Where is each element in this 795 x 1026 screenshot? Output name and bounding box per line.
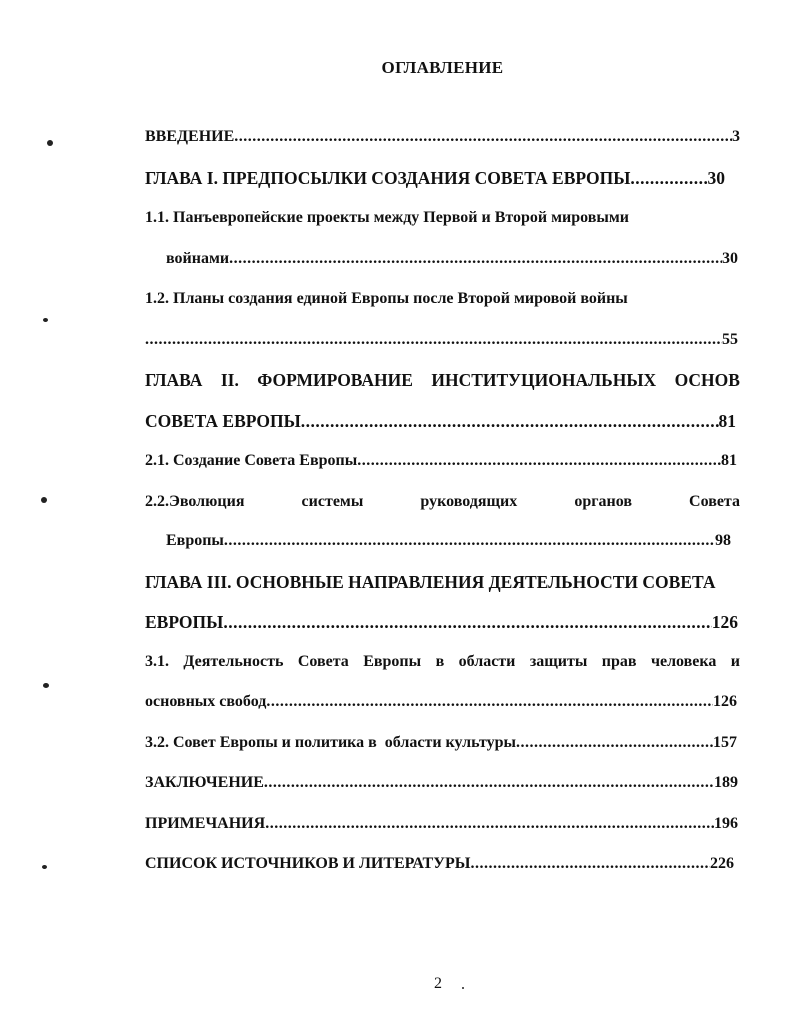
toc-entry-title: Европы bbox=[166, 532, 224, 549]
toc-word: Европы bbox=[363, 653, 422, 670]
toc-entry-title: 3.2. Совет Европы и политика в области культуры bbox=[145, 734, 517, 751]
toc-entry-chapter-3 bbox=[145, 572, 740, 593]
toc-entry-title: СПИСОК ИСТОЧНИКОВ И ЛИТЕРАТУРЫ bbox=[145, 855, 471, 872]
toc-page-number: 157 bbox=[713, 734, 737, 751]
toc-entry-section-1-1-cont bbox=[166, 250, 738, 268]
toc-entry-title: ПРИМЕЧАНИЯ bbox=[145, 815, 266, 832]
dot-leader bbox=[224, 532, 715, 550]
toc-entry-title: ГЛАВА I. ПРЕДПОСЫЛКИ СОЗДАНИЯ СОВЕТА ЕВРОПЫ bbox=[145, 168, 631, 188]
scan-speck bbox=[42, 865, 47, 869]
dot-leader bbox=[301, 411, 719, 432]
dot-leader bbox=[470, 855, 710, 873]
page-title: ОГЛАВЛЕНИЕ bbox=[381, 58, 504, 77]
toc-word: руководящих bbox=[420, 493, 518, 510]
toc-entry-section-1-1 bbox=[145, 209, 740, 227]
toc-entry-title: ВВЕДЕНИЕ bbox=[145, 128, 235, 145]
toc-entry-section-3-1 bbox=[145, 653, 740, 671]
scan-speck bbox=[462, 987, 464, 989]
toc-page-number: 98 bbox=[715, 532, 731, 549]
toc-word: ИНСТИТУЦИОНАЛЬНЫХ bbox=[431, 370, 657, 390]
dot-leader bbox=[264, 774, 714, 792]
toc-entry-chapter-3-cont bbox=[145, 612, 738, 633]
toc-word: и bbox=[730, 653, 740, 670]
toc-entry-section-2-1 bbox=[145, 452, 737, 470]
toc-entry-section-3-2 bbox=[145, 734, 737, 752]
scan-speck bbox=[43, 683, 49, 688]
toc-page-number: 3 bbox=[732, 128, 740, 145]
toc-word: прав bbox=[601, 653, 637, 670]
toc-word: Деятельность bbox=[183, 653, 284, 670]
toc-page-number: 226 bbox=[710, 855, 734, 872]
toc-entry-title: войнами bbox=[166, 250, 230, 267]
dot-leader bbox=[266, 693, 713, 711]
toc-page-number: 126 bbox=[711, 612, 738, 632]
dot-leader bbox=[357, 452, 721, 470]
toc-page-number: 30 bbox=[707, 168, 725, 188]
toc-entry-chapter-2-cont bbox=[145, 411, 736, 432]
dot-leader bbox=[265, 815, 714, 833]
dot-leader bbox=[145, 331, 722, 349]
toc-entry-section-1-2 bbox=[145, 290, 740, 308]
toc-entry-conclusion bbox=[145, 774, 738, 792]
toc-word: Совета bbox=[689, 493, 740, 510]
toc-entry-chapter-1 bbox=[145, 168, 725, 189]
toc-entry-title: 2.1. Создание Совета Европы bbox=[145, 452, 358, 469]
dot-leader bbox=[516, 734, 713, 752]
toc-entry-notes bbox=[145, 815, 738, 833]
toc-word: в bbox=[435, 653, 445, 670]
toc-entry-chapter-2 bbox=[145, 370, 740, 391]
toc-word: 2.2.Эволюция bbox=[145, 493, 245, 510]
dot-leader bbox=[630, 168, 707, 189]
scan-speck bbox=[47, 140, 53, 146]
toc-entry-section-2-2-cont bbox=[166, 532, 731, 550]
dot-leader bbox=[229, 250, 722, 268]
toc-word: ФОРМИРОВАНИЕ bbox=[257, 370, 413, 390]
toc-page-number: 81 bbox=[721, 452, 737, 469]
scan-speck bbox=[41, 497, 47, 503]
toc-word: ГЛАВА bbox=[145, 370, 203, 390]
toc-word: защиты bbox=[529, 653, 588, 670]
toc-entry-title: ЗАКЛЮЧЕНИЕ bbox=[145, 774, 264, 791]
toc-page-number: 126 bbox=[713, 693, 737, 710]
toc-entry-title: ЕВРОПЫ bbox=[145, 612, 224, 632]
toc-entry-introduction bbox=[145, 128, 740, 146]
toc-page-number: 81 bbox=[718, 411, 736, 431]
toc-entry-title: ГЛАВА III. ОСНОВНЫЕ НАПРАВЛЕНИЯ ДЕЯТЕЛЬНОСТИ СОВЕТА bbox=[145, 572, 716, 592]
toc-word: ОСНОВ bbox=[674, 370, 740, 390]
toc-entry-title: основных свобод bbox=[145, 693, 267, 710]
toc-word: человека bbox=[650, 653, 717, 670]
toc-entry-section-3-1-cont bbox=[145, 693, 737, 711]
toc-word: системы bbox=[301, 493, 364, 510]
page-number: 2 bbox=[434, 975, 442, 992]
toc-word: органов bbox=[574, 493, 632, 510]
toc-page-number: 189 bbox=[714, 774, 738, 791]
toc-word: области bbox=[458, 653, 516, 670]
toc-word: Совета bbox=[297, 653, 349, 670]
toc-entry-section-1-2-cont bbox=[145, 331, 738, 349]
toc-entry-title: 1.1. Панъевропейские проекты между Первой и Второй мировыми bbox=[145, 209, 630, 226]
toc-entry-section-2-2 bbox=[145, 493, 740, 511]
toc-word: 3.1. bbox=[145, 653, 169, 670]
toc-entry-title: СОВЕТА ЕВРОПЫ bbox=[145, 411, 301, 431]
dot-leader bbox=[234, 128, 732, 146]
toc-entry-title: 1.2. Планы создания единой Европы после Второй мировой войны bbox=[145, 290, 628, 307]
toc-page-number: 30 bbox=[722, 250, 738, 267]
toc-page-number: 55 bbox=[722, 331, 738, 348]
scan-speck bbox=[43, 318, 48, 322]
toc-page-number: 196 bbox=[714, 815, 738, 832]
dot-leader bbox=[223, 612, 711, 633]
toc-entry-sources bbox=[145, 855, 734, 873]
toc-word: II. bbox=[220, 370, 239, 390]
